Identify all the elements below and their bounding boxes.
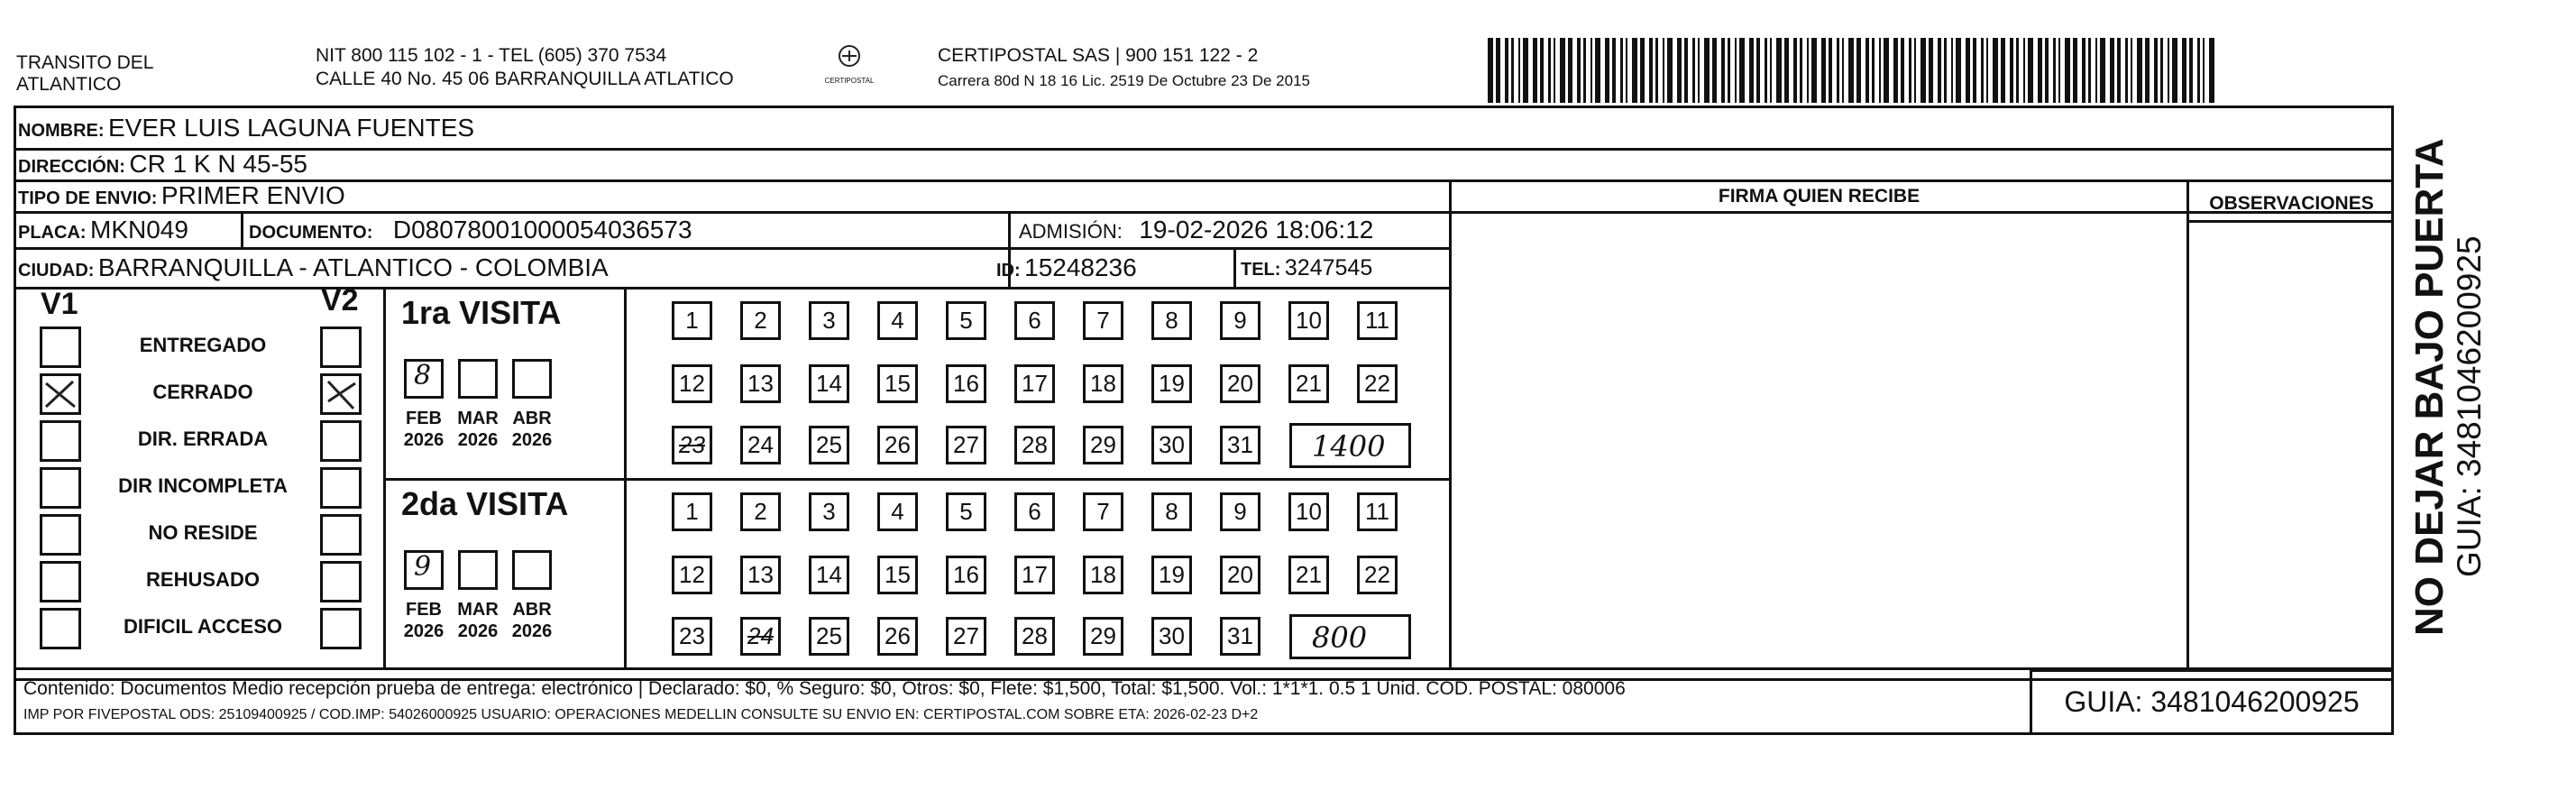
documento-label: DOCUMENTO: bbox=[249, 223, 373, 243]
day-box[interactable]: 16 bbox=[946, 364, 986, 403]
day-box[interactable]: 11 bbox=[1357, 492, 1398, 531]
tel-value: 3247545 bbox=[1284, 255, 1373, 280]
v2-checkbox[interactable] bbox=[320, 608, 362, 649]
day-box[interactable]: 29 bbox=[1083, 426, 1123, 464]
barcode-bar bbox=[2154, 38, 2158, 103]
barcode-bar bbox=[2016, 38, 2019, 103]
barcode-bar bbox=[1511, 38, 1514, 103]
barcode-bar bbox=[2203, 38, 2205, 103]
barcode-bar bbox=[1784, 38, 1789, 103]
ciudad-value: BARRANQUILLA - ATLANTICO - COLOMBIA bbox=[97, 253, 609, 281]
month-checkbox[interactable] bbox=[404, 550, 444, 590]
day-box[interactable]: 13 bbox=[740, 364, 781, 403]
v2-checkbox[interactable] bbox=[320, 373, 362, 415]
status-label: DIR. ERRADA bbox=[137, 427, 269, 450]
barcode-bar bbox=[2053, 38, 2056, 103]
day-box[interactable]: 18 bbox=[1083, 364, 1123, 403]
courier-address: Carrera 80d N 18 16 Lic. 2519 De Octubre 23 De 2015 bbox=[938, 72, 1310, 89]
sender-name: TRANSITO DEL ATLANTICO bbox=[16, 52, 154, 95]
barcode-bar bbox=[1684, 38, 1688, 103]
day-box[interactable]: 5 bbox=[946, 301, 986, 340]
day-box[interactable]: 4 bbox=[877, 492, 918, 531]
documento-field bbox=[249, 211, 692, 247]
barcode-bar bbox=[1966, 38, 1970, 103]
status-label: CERRADO bbox=[152, 381, 253, 403]
admision-field bbox=[1019, 211, 1373, 247]
day-box[interactable]: 27 bbox=[946, 426, 986, 464]
day-box[interactable]: 8 bbox=[1151, 301, 1192, 340]
day-box[interactable]: 22 bbox=[1357, 556, 1398, 594]
barcode-bar bbox=[1800, 38, 1802, 103]
handwritten-time: 800 bbox=[1312, 621, 1368, 655]
day-box[interactable]: 23 bbox=[672, 617, 712, 656]
month-label: ABR 2026 bbox=[511, 600, 553, 641]
month-label: MAR 2026 bbox=[457, 600, 499, 641]
barcode-bar bbox=[2189, 38, 2193, 103]
day-box[interactable]: 5 bbox=[946, 492, 986, 531]
day-box[interactable]: 28 bbox=[1014, 617, 1055, 656]
barcode-bar bbox=[1837, 38, 1839, 103]
barcode-bar bbox=[1533, 38, 1537, 103]
barcode-bar bbox=[1721, 38, 1725, 103]
ciudad-label: CIUDAD: bbox=[18, 261, 95, 280]
barcode-bar bbox=[1829, 38, 1832, 103]
barcode-bar bbox=[1595, 38, 1600, 103]
direccion-field bbox=[18, 148, 307, 179]
day-box[interactable]: 31 bbox=[1220, 426, 1260, 464]
ciudad-field bbox=[18, 247, 609, 287]
day-box[interactable]: 1 bbox=[672, 492, 712, 531]
barcode-bar bbox=[1770, 38, 1772, 103]
barcode-bar bbox=[1944, 38, 1947, 103]
day-box[interactable]: 9 bbox=[1220, 301, 1260, 340]
no-dejar-bajo-puerta: NO DEJAR BAJO PUERTA bbox=[2407, 138, 2452, 636]
id-value: 15248236 bbox=[1024, 253, 1137, 281]
day-box[interactable]: 19 bbox=[1151, 364, 1192, 403]
day-box[interactable]: 21 bbox=[1288, 556, 1329, 594]
day-box[interactable]: 1 bbox=[672, 301, 712, 340]
day-box[interactable]: 19 bbox=[1151, 556, 1192, 594]
day-box[interactable]: 17 bbox=[1014, 556, 1055, 594]
day-box[interactable]: 29 bbox=[1083, 617, 1123, 656]
month-label: FEB 2026 bbox=[403, 600, 445, 641]
day-box[interactable]: 11 bbox=[1357, 301, 1398, 340]
barcode-bar bbox=[1735, 38, 1737, 103]
courier-line: CERTIPOSTAL SAS | 900 151 122 - 2 bbox=[938, 45, 1259, 66]
barcode-bar bbox=[1704, 38, 1710, 103]
barcode-bar bbox=[2110, 38, 2114, 103]
footer-content-line: Contenido: Documentos Medio recepción prueba de entrega: electrónico | Declarado: $0, % Seguro: $0, Otros: $0, Flete: $1,500, Total: $1,500. Vol.: 1*1*1. 0.5 1 Unid. COD. POSTAL: 080006 bbox=[23, 678, 1626, 699]
day-box[interactable]: 28 bbox=[1014, 426, 1055, 464]
v1-checkbox[interactable] bbox=[40, 326, 81, 368]
day-box[interactable]: 12 bbox=[672, 364, 712, 403]
v1-checkbox[interactable] bbox=[40, 608, 81, 649]
month-handwritten-mark: 9 bbox=[414, 551, 432, 583]
barcode-bar bbox=[1626, 38, 1627, 103]
barcode-bar bbox=[1973, 38, 1976, 103]
sender-address-line: CALLE 40 No. 45 06 BARRANQUILLA ATLATICO bbox=[316, 69, 734, 89]
tipo-envio-field bbox=[18, 179, 345, 211]
barcode-bar bbox=[1548, 38, 1551, 103]
v1-checkbox[interactable] bbox=[40, 420, 81, 462]
barcode-bar bbox=[1560, 38, 1565, 103]
barcode-bar bbox=[2082, 38, 2086, 103]
barcode-bar bbox=[1488, 38, 1493, 103]
day-box[interactable]: 14 bbox=[809, 556, 849, 594]
barcode-bar bbox=[1848, 38, 1854, 103]
visit-title: 2da VISITA bbox=[401, 485, 569, 522]
barcode-bar bbox=[1698, 38, 1700, 103]
barcode-bar bbox=[1583, 38, 1586, 103]
barcode-bar bbox=[1605, 38, 1609, 103]
barcode-bar bbox=[1663, 38, 1664, 103]
day-box[interactable]: 9 bbox=[1220, 492, 1260, 531]
barcode-bar bbox=[1655, 38, 1658, 103]
day-box[interactable]: 30 bbox=[1151, 426, 1192, 464]
barcode-bar bbox=[1901, 38, 1904, 103]
barcode-bar bbox=[2045, 38, 2049, 103]
day-box[interactable]: 4 bbox=[877, 301, 918, 340]
barcode-bar bbox=[2088, 38, 2091, 103]
placa-label: PLACA: bbox=[18, 223, 87, 243]
visit-title: 1ra VISITA bbox=[401, 294, 562, 331]
nombre-label: NOMBRE: bbox=[18, 121, 105, 141]
month-label: MAR 2026 bbox=[457, 409, 499, 450]
barcode-bar bbox=[1518, 38, 1520, 103]
month-checkbox[interactable] bbox=[458, 550, 498, 590]
barcode-bar bbox=[1986, 38, 1988, 103]
barcode-bar bbox=[1692, 38, 1695, 103]
day-box[interactable]: 2 bbox=[740, 301, 781, 340]
status-label: DIR INCOMPLETA bbox=[118, 474, 288, 497]
day-box[interactable]: 18 bbox=[1083, 556, 1123, 594]
sender-nit-line: NIT 800 115 102 - 1 - TEL (605) 370 7534 bbox=[316, 45, 667, 66]
barcode-bar bbox=[1591, 38, 1592, 103]
barcode-bar bbox=[1640, 38, 1645, 103]
day-box[interactable]: 31 bbox=[1220, 617, 1260, 656]
barcode-bar bbox=[1649, 38, 1653, 103]
day-box[interactable]: 12 bbox=[672, 556, 712, 594]
month-handwritten-mark: 8 bbox=[414, 360, 432, 391]
status-label: DIFICIL ACCESO bbox=[123, 615, 282, 638]
barcode-bar bbox=[1728, 38, 1730, 103]
day-box[interactable]: 25 bbox=[809, 426, 849, 464]
barcode-bar bbox=[2028, 38, 2033, 103]
barcode-bar bbox=[1842, 38, 1844, 103]
day-box[interactable]: 25 bbox=[809, 617, 849, 656]
barcode-bar bbox=[1951, 38, 1953, 103]
vertical-guia: GUIA: 3481046200925 bbox=[2451, 235, 2488, 577]
placa-value: MKN049 bbox=[90, 216, 188, 244]
month-checkbox[interactable] bbox=[512, 359, 552, 399]
barcode-bar bbox=[1756, 38, 1760, 103]
v2-checkbox[interactable] bbox=[320, 326, 362, 368]
id-field bbox=[996, 247, 1137, 287]
barcode-bar bbox=[2100, 38, 2105, 103]
barcode-bar bbox=[1739, 38, 1745, 103]
day-box[interactable]: 20 bbox=[1220, 364, 1260, 403]
barcode-bar bbox=[1568, 38, 1572, 103]
day-box[interactable]: 21 bbox=[1288, 364, 1329, 403]
status-label: REHUSADO bbox=[146, 568, 260, 591]
day-box[interactable]: 16 bbox=[946, 556, 986, 594]
barcode-bar bbox=[1872, 38, 1875, 103]
tipo-envio-value: PRIMER ENVIO bbox=[160, 181, 345, 209]
day-box[interactable]: 20 bbox=[1220, 556, 1260, 594]
barcode-bar bbox=[1956, 38, 1961, 103]
day-box[interactable]: 27 bbox=[946, 617, 986, 656]
barcode-bar bbox=[1540, 38, 1544, 103]
v2-checkbox[interactable] bbox=[320, 420, 362, 462]
direccion-value: CR 1 K N 45-55 bbox=[129, 150, 307, 178]
v2-checkbox[interactable] bbox=[320, 561, 362, 602]
barcode-bar bbox=[2145, 38, 2150, 103]
nombre-value: EVER LUIS LAGUNA FUENTES bbox=[108, 114, 475, 142]
guia-box: GUIA: 3481046200925 bbox=[2030, 669, 2394, 735]
tel-label: TEL: bbox=[1241, 260, 1281, 280]
barcode-bar bbox=[1981, 38, 1984, 103]
direccion-label: DIRECCIÓN: bbox=[18, 157, 125, 177]
barcode-bar bbox=[1866, 38, 1869, 103]
barcode-bar bbox=[1677, 38, 1682, 103]
day-box[interactable]: 15 bbox=[877, 364, 918, 403]
barcode-bar bbox=[2172, 38, 2177, 103]
barcode-bar bbox=[1620, 38, 1623, 103]
barcode bbox=[1488, 38, 2218, 107]
barcode-bar bbox=[1879, 38, 1881, 103]
barcode-bar bbox=[2197, 38, 2200, 103]
barcode-bar bbox=[1793, 38, 1797, 103]
barcode-bar bbox=[2131, 38, 2132, 103]
day-box[interactable]: 8 bbox=[1151, 492, 1192, 531]
barcode-bar bbox=[2065, 38, 2070, 103]
day-box[interactable]: 7 bbox=[1083, 492, 1123, 531]
status-label: NO RESIDE bbox=[148, 521, 258, 544]
barcode-bar bbox=[1909, 38, 1911, 103]
day-box[interactable]: 3 bbox=[809, 492, 849, 531]
barcode-bar bbox=[2168, 38, 2169, 103]
barcode-bar bbox=[1811, 38, 1817, 103]
month-label: FEB 2026 bbox=[403, 409, 445, 450]
barcode-bar bbox=[1921, 38, 1926, 103]
time-box[interactable] bbox=[1289, 423, 1411, 468]
v1-header: V1 bbox=[41, 287, 78, 321]
barcode-bar bbox=[2010, 38, 2013, 103]
barcode-bar bbox=[1612, 38, 1616, 103]
day-box[interactable]: 10 bbox=[1288, 492, 1329, 531]
id-label: ID: bbox=[996, 261, 1021, 280]
barcode-bar bbox=[1938, 38, 1941, 103]
day-box[interactable]: 10 bbox=[1288, 301, 1329, 340]
time-box[interactable] bbox=[1289, 614, 1411, 659]
nombre-field bbox=[18, 108, 474, 148]
day-box[interactable]: 23 bbox=[672, 426, 712, 464]
day-box[interactable]: 14 bbox=[809, 364, 849, 403]
barcode-bar bbox=[2160, 38, 2163, 103]
tel-field bbox=[1241, 247, 1372, 287]
barcode-bar bbox=[2209, 38, 2214, 103]
placa-field bbox=[18, 211, 188, 247]
day-box[interactable]: 17 bbox=[1014, 364, 1055, 403]
day-box[interactable]: 13 bbox=[740, 556, 781, 594]
v1-checkbox[interactable] bbox=[40, 561, 81, 602]
certipostal-logo bbox=[822, 43, 876, 86]
day-box[interactable]: 6 bbox=[1014, 301, 1055, 340]
day-box[interactable]: 3 bbox=[809, 301, 849, 340]
barcode-bar bbox=[1893, 38, 1898, 103]
v1-checkbox[interactable] bbox=[40, 514, 81, 556]
barcode-bar bbox=[1821, 38, 1826, 103]
month-checkbox[interactable] bbox=[404, 359, 444, 399]
barcode-bar bbox=[1914, 38, 1916, 103]
v2-checkbox[interactable] bbox=[320, 467, 362, 509]
barcode-bar bbox=[2125, 38, 2128, 103]
day-box[interactable]: 15 bbox=[877, 556, 918, 594]
day-box[interactable]: 22 bbox=[1357, 364, 1398, 403]
barcode-bar bbox=[2117, 38, 2121, 103]
month-checkbox[interactable] bbox=[512, 550, 552, 590]
status-label: ENTREGADO bbox=[139, 334, 267, 356]
logo-text: CERTIPOSTAL bbox=[824, 77, 875, 85]
v2-header: V2 bbox=[321, 283, 359, 317]
barcode-bar bbox=[1632, 38, 1637, 103]
logo-icon bbox=[831, 43, 867, 72]
barcode-bar bbox=[1807, 38, 1809, 103]
day-box[interactable]: 26 bbox=[877, 617, 918, 656]
barcode-bar bbox=[1554, 38, 1555, 103]
day-box[interactable]: 26 bbox=[877, 426, 918, 464]
barcode-bar bbox=[1505, 38, 1508, 103]
tipo-envio-label: TIPO DE ENVIO: bbox=[18, 188, 158, 208]
barcode-bar bbox=[2182, 38, 2186, 103]
v1-checkbox[interactable] bbox=[40, 373, 81, 415]
day-box[interactable]: 6 bbox=[1014, 492, 1055, 531]
admision-value: 19-02-2026 18:06:12 bbox=[1139, 216, 1374, 244]
barcode-bar bbox=[1929, 38, 1933, 103]
firma-header: FIRMA QUIEN RECIBE bbox=[1718, 186, 1921, 207]
barcode-bar bbox=[1496, 38, 1500, 103]
barcode-bar bbox=[1776, 38, 1782, 103]
barcode-bar bbox=[2038, 38, 2042, 103]
barcode-bar bbox=[1667, 38, 1673, 103]
day-box[interactable]: 24 bbox=[740, 617, 781, 656]
barcode-bar bbox=[1749, 38, 1754, 103]
day-box[interactable]: 30 bbox=[1151, 617, 1192, 656]
barcode-bar bbox=[1993, 38, 1998, 103]
footer-imp-line: IMP POR FIVEPOSTAL ODS: 25109400925 / COD.IMP: 54026000925 USUARIO: OPERACIONES MEDELLIN CONSULTE SU ENVIO EN: CERTIPOSTAL.COM SOBRE ETA: 2026-02-23 D+2 bbox=[23, 707, 1259, 722]
handwritten-time: 1400 bbox=[1312, 429, 1386, 464]
barcode-bar bbox=[2023, 38, 2025, 103]
v2-checkbox[interactable] bbox=[320, 514, 362, 556]
observaciones-header: OBSERVACIONES bbox=[2209, 193, 2374, 214]
day-box[interactable]: 2 bbox=[740, 492, 781, 531]
day-box[interactable]: 24 bbox=[740, 426, 781, 464]
barcode-bar bbox=[2073, 38, 2077, 103]
barcode-bar bbox=[1856, 38, 1861, 103]
v1-checkbox[interactable] bbox=[40, 467, 81, 509]
admision-label: ADMISIÓN: bbox=[1019, 220, 1123, 243]
day-box[interactable]: 7 bbox=[1083, 301, 1123, 340]
documento-value: D08078001000054036573 bbox=[392, 216, 692, 244]
barcode-bar bbox=[2001, 38, 2005, 103]
barcode-bar bbox=[2137, 38, 2142, 103]
barcode-bar bbox=[1712, 38, 1717, 103]
month-checkbox[interactable] bbox=[458, 359, 498, 399]
barcode-bar bbox=[1523, 38, 1528, 103]
month-label: ABR 2026 bbox=[511, 409, 553, 450]
barcode-bar bbox=[1765, 38, 1767, 103]
barcode-bar bbox=[2058, 38, 2060, 103]
barcode-bar bbox=[2095, 38, 2097, 103]
barcode-bar bbox=[1884, 38, 1889, 103]
barcode-bar bbox=[1577, 38, 1581, 103]
